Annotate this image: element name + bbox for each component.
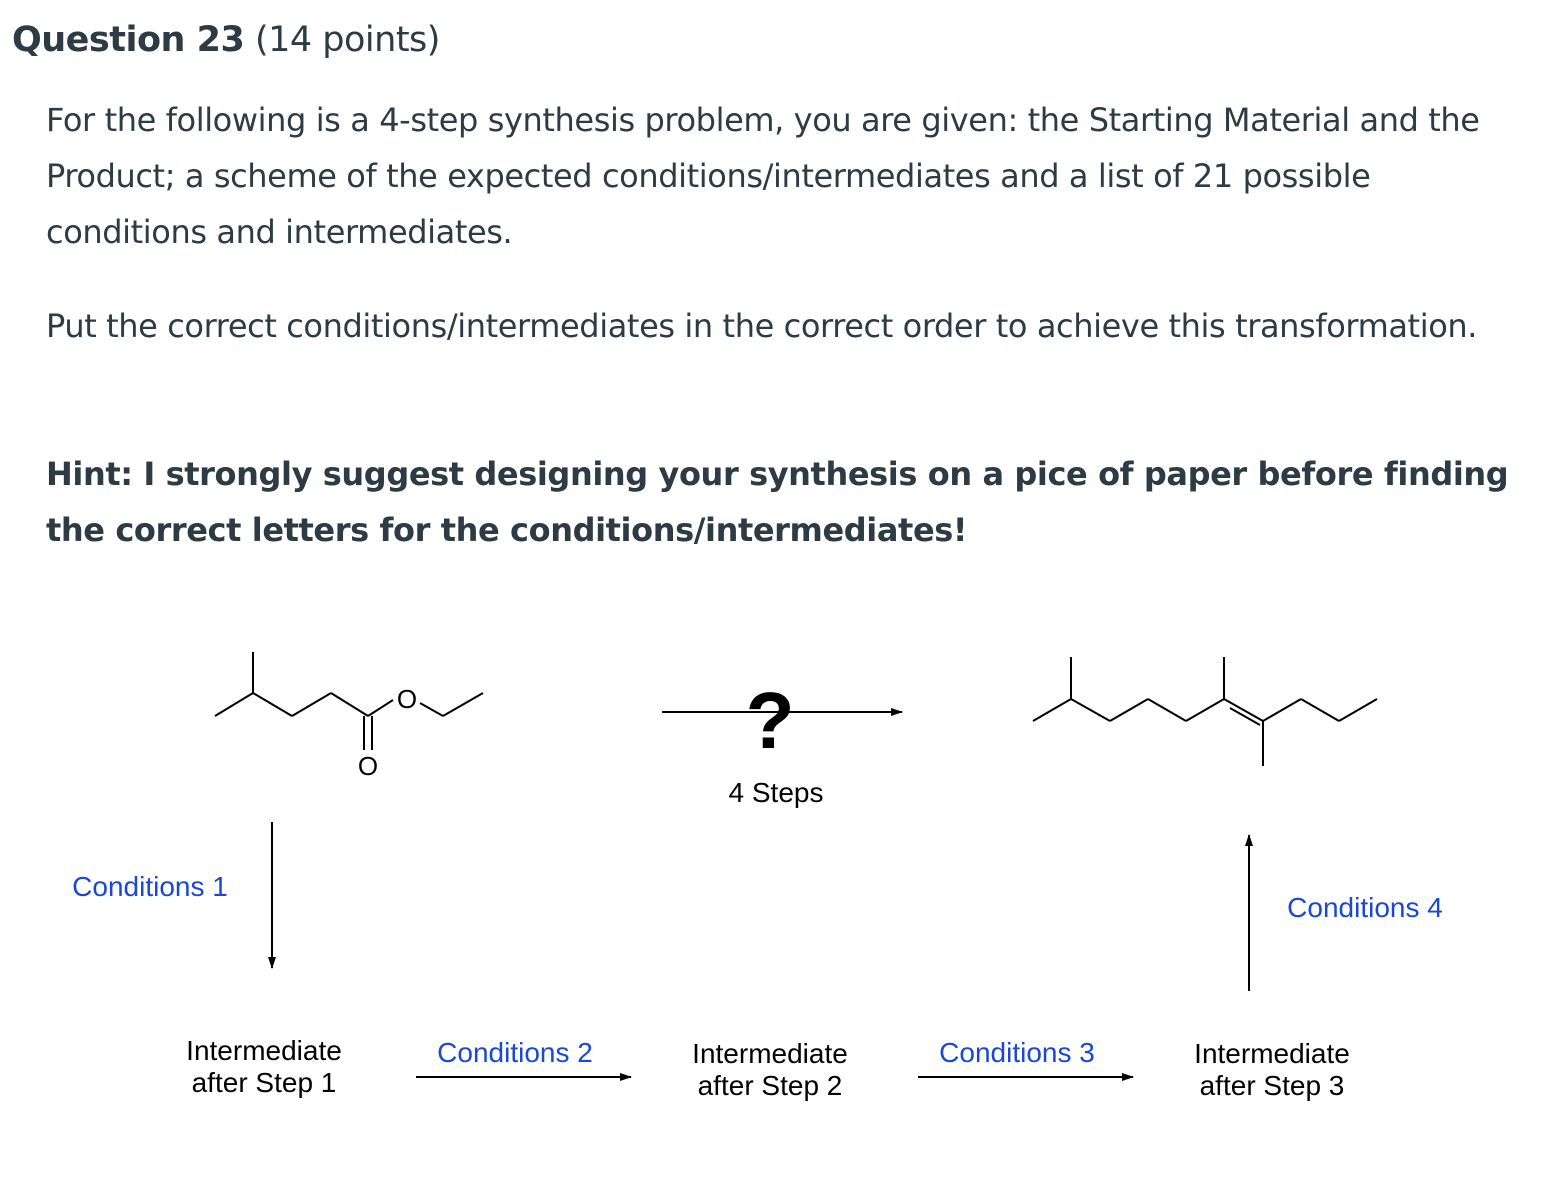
question-points: (14 points) [254,20,440,60]
conditions-2-label: Conditions 2 [437,1037,593,1068]
intermediate-3-line2: after Step 3 [1199,1070,1345,1101]
intermediate-3-line1: Intermediate [1194,1038,1350,1069]
intermediate-2-line1: Intermediate [692,1038,848,1069]
intermediate-2-line2: after Step 2 [697,1070,843,1101]
steps-label: 4 Steps [728,777,824,808]
starting-material-structure [215,652,483,750]
conditions-1-label: Conditions 1 [72,871,228,902]
conditions-4-label: Conditions 4 [1287,892,1443,923]
conditions-3-label: Conditions 3 [939,1037,1095,1068]
unknown-reagent-symbol: ? [745,676,795,765]
intermediate-1-line2: after Step 1 [191,1067,337,1098]
product-structure [1033,657,1377,766]
question-title: Question 23 [12,20,245,60]
ester-oxygen-label: O [396,684,418,714]
instruction-paragraph: Put the correct conditions/intermediates in the correct order to achieve this transformation. [46,307,1478,345]
intro-paragraph: For the following is a 4-step synthesis problem, you are given: the Starting Material and the Product; a scheme of the expected conditions/intermediates and a list of 21 possible conditions and intermediates. [46,101,1480,251]
intermediate-1-line1: Intermediate [186,1035,342,1066]
hint-paragraph: Hint: I strongly suggest designing your synthesis on a pice of paper before finding the correct letters for the conditions/intermediates! [46,455,1509,549]
carbonyl-oxygen-label: O [357,751,379,781]
